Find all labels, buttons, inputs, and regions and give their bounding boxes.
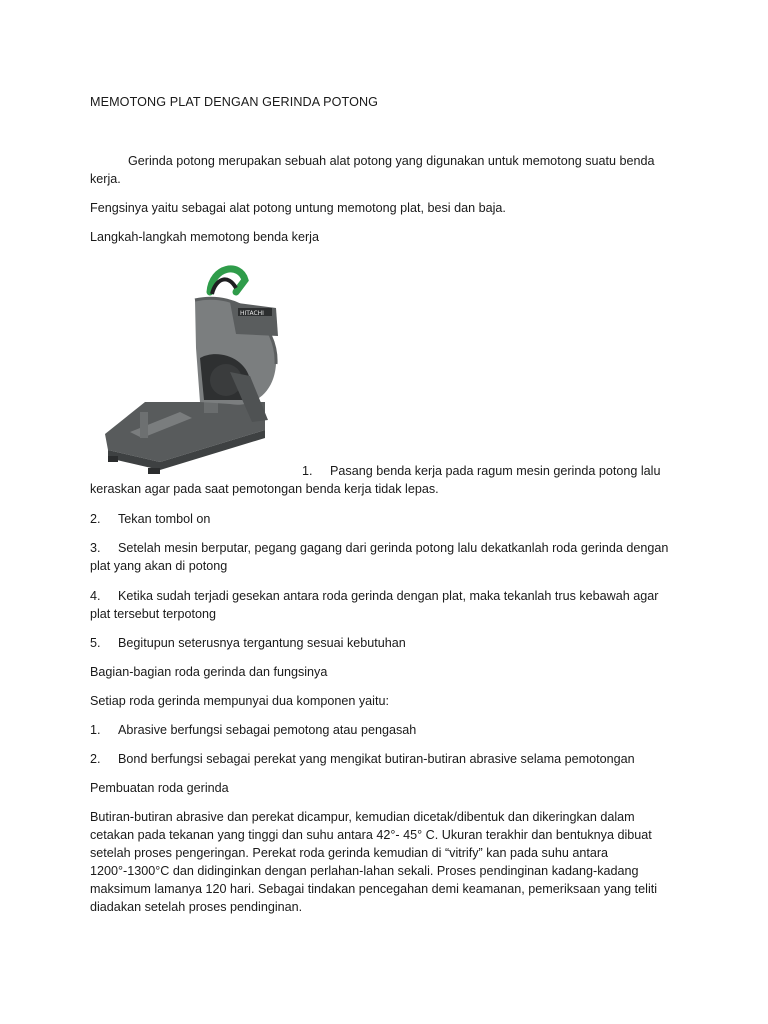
step-1-text: Pasang benda kerja pada ragum mesin gerinda potong lalu keraskan agar pada saat pemotongan benda kerja tidak lepas. xyxy=(90,464,661,496)
step-3 xyxy=(90,539,680,575)
step-2-number: 2. xyxy=(90,512,101,526)
cutoff-saw-icon xyxy=(100,262,280,474)
step-5-number: 5. xyxy=(90,636,101,650)
intro-paragraph xyxy=(90,152,680,188)
parts-intro: Setiap roda gerinda mempunyai dua komponen yaitu: xyxy=(90,694,389,708)
making-paragraph: Butiran-butiran abrasive dan perekat dicampur, kemudian dicetak/dibentuk dan dikeringkan dalam cetakan pada tekanan yang tinggi dan suhu antara 42°- 45° C. Ukuran terakhir dan bentuknya dibuat setelah proses pengeringan. Perekat roda gerinda kemudian di “vitrify” kan pada suhu antara 1200°-1300°C dan didinginkan dengan perlahan-lahan sekali. Proses pendinginan kadang-kadang maksimum lamanya 120 hari. Sebagai tindakan pencegahan demi keamanan, pemeriksaan yang teliti diadakan setelah proses pendinginan. xyxy=(90,810,658,914)
step-3-text: Setelah mesin berputar, pegang gagang dari gerinda potong lalu dekatkanlah roda gerinda dengan plat yang akan di potong xyxy=(90,541,669,573)
step-2 xyxy=(90,510,680,528)
document-title: MEMOTONG PLAT DENGAN GERINDA POTONG xyxy=(90,95,379,109)
step-2-text: Tekan tombol on xyxy=(118,512,211,526)
part-2 xyxy=(90,750,680,768)
step-4-number: 4. xyxy=(90,589,101,603)
step-5 xyxy=(90,634,680,652)
making-heading: Pembuatan roda gerinda xyxy=(90,781,229,795)
step-4 xyxy=(90,587,680,623)
step-4-text: Ketika sudah terjadi gesekan antara roda gerinda dengan plat, maka tekanlah trus kebawah agar plat tersebut terpotong xyxy=(90,589,659,621)
step-3-number: 3. xyxy=(90,541,101,555)
brand-label: HITACHI xyxy=(240,310,264,317)
function-paragraph: Fengsinya yaitu sebagai alat potong untung memotong plat, besi dan baja. xyxy=(90,201,506,215)
part-1 xyxy=(90,721,680,739)
step-5-text: Begitupun seterusnya tergantung sesuai kebutuhan xyxy=(118,636,406,650)
part-1-number: 1. xyxy=(90,723,101,737)
intro-text: Gerinda potong merupakan sebuah alat potong yang digunakan untuk memotong suatu benda kerja. xyxy=(90,154,655,186)
steps-heading: Langkah-langkah memotong benda kerja xyxy=(90,230,319,244)
step-1-number: 1. xyxy=(302,464,313,478)
parts-heading: Bagian-bagian roda gerinda dan fungsinya xyxy=(90,665,328,679)
part-2-number: 2. xyxy=(90,752,101,766)
part-2-text: Bond berfungsi sebagai perekat yang mengikat butiran-butiran abrasive selama pemotongan xyxy=(118,752,635,766)
part-1-text: Abrasive berfungsi sebagai pemotong atau pengasah xyxy=(118,723,417,737)
step-1 xyxy=(90,462,680,498)
